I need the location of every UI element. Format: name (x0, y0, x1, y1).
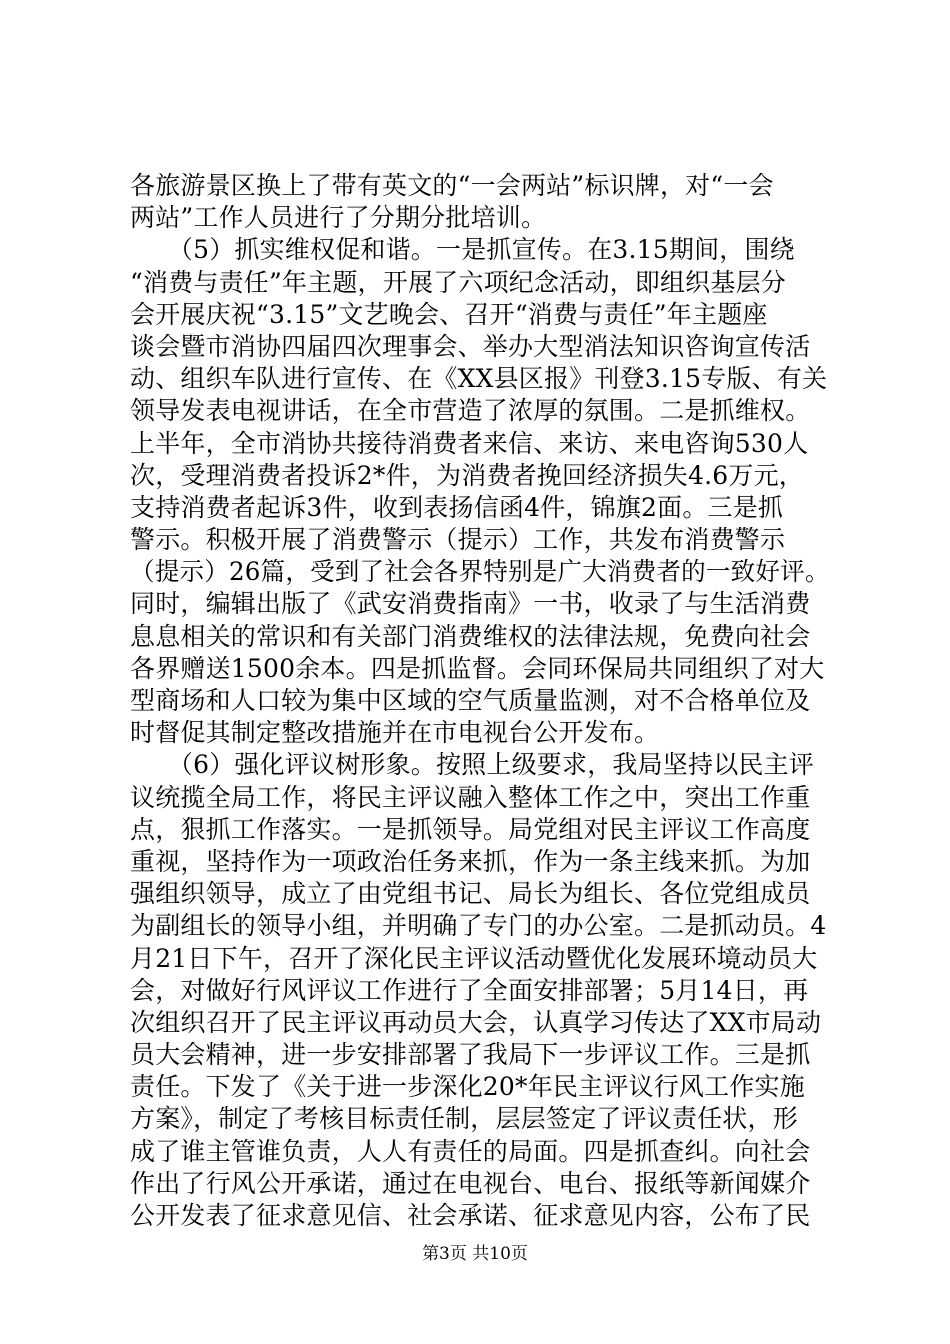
text-line: 方案》，制定了考核目标责任制，层层签定了评议责任状，形 (130, 1104, 798, 1134)
text-line: 月21日下午，召开了深化民主评议活动暨优化发展环境动员大 (130, 943, 818, 973)
text-line: 同时，编辑出版了《武安消费指南》一书，收录了与生活消费 (130, 589, 811, 619)
text-line: 支持消费者起诉3件，收到表扬信函4件，锦旗2面。三是抓 (130, 492, 784, 522)
text-line: 各界赠送1500余本。四是抓监督。会同环保局共同组织了对大 (130, 653, 825, 683)
text-line: 会，对做好行风评议工作进行了全面安排部署；5月14日，再 (130, 975, 809, 1005)
text-line: 警示。积极开展了消费警示（提示）工作，共发布消费警示 (130, 525, 786, 555)
document-body (130, 170, 830, 1232)
text-line: 谈会暨市消协四届四次理事会、举办大型消法知识咨询宣传活 (130, 331, 811, 361)
text-line: 责任。下发了《关于进一步深化20*年民主评议行风工作实施 (130, 1072, 805, 1102)
text-line: （5）抓实维权促和谐。一是抓宣传。在3.15期间，围绕 (130, 235, 795, 265)
text-line: 点，狠抓工作落实。一是抓领导。局党组对民主评议工作高度 (130, 814, 811, 844)
text-line: 重视，坚持作为一项政治任务来抓，作为一条主线来抓。为加 (130, 846, 811, 876)
text-line: 作出了行风公开承诺，通过在电视台、电台、报纸等新闻媒介 (130, 1168, 811, 1198)
text-line: 领导发表电视讲话，在全市营造了浓厚的氛围。二是抓维权。 (130, 396, 811, 426)
text-line: 型商场和人口较为集中区域的空气质量监测，对不合格单位及 (130, 686, 811, 715)
page-number: 第3页 共10页 (422, 1244, 528, 1264)
text-line: （6）强化评议树形象。按照上级要求，我局坚持以民主评 (130, 750, 815, 780)
text-line: 员大会精神，进一步安排部署了我局下一步评议工作。三是抓 (130, 1040, 811, 1070)
text-line: 为副组长的领导小组，并明确了专门的办公室。二是抓动员。4 (130, 911, 827, 941)
text-line: 时督促其制定整改措施并在市电视台公开发布。 (130, 718, 660, 748)
text-line: 议统揽全局工作，将民主评议融入整体工作之中，突出工作重 (130, 782, 811, 812)
text-line: 动、组织车队进行宣传、在《XX县区报》刊登3.15专版、有关 (130, 364, 828, 394)
text-line: 各旅游景区换上了带有英文的“一会两站”标识牌，对“一会 (130, 171, 774, 200)
text-line: （提示）26篇，受到了社会各界特别是广大消费者的一致好评。 (130, 557, 830, 587)
text-line: “消费与责任”年主题，开展了六项纪念活动，即组织基层分 (130, 267, 786, 297)
text-line: 息息相关的常识和有关部门消费维权的法律法规，免费向社会 (130, 621, 811, 651)
text-line: 成了谁主管谁负责，人人有责任的局面。四是抓查纠。向社会 (130, 1136, 811, 1166)
text-line: 次，受理消费者投诉2*件，为消费者挽回经济损失4.6万元， (130, 460, 804, 490)
text-line: 会开展庆祝“3.15”文艺晚会、召开“消费与责任”年主题座 (130, 299, 768, 329)
text-line: 次组织召开了民主评议再动员大会，认真学习传达了XX市局动 (130, 1007, 822, 1037)
text-line: 两站”工作人员进行了分期分批培训。 (130, 203, 547, 233)
text-line: 上半年，全市消协共接待消费者来信、来访、来电咨询530人 (130, 428, 809, 458)
text-line: 公开发表了征求意见信、社会承诺、征求意见内容，公布了民 (130, 1201, 811, 1230)
text-line: 强组织领导，成立了由党组书记、局长为组长、各位党组成员 (130, 879, 811, 909)
